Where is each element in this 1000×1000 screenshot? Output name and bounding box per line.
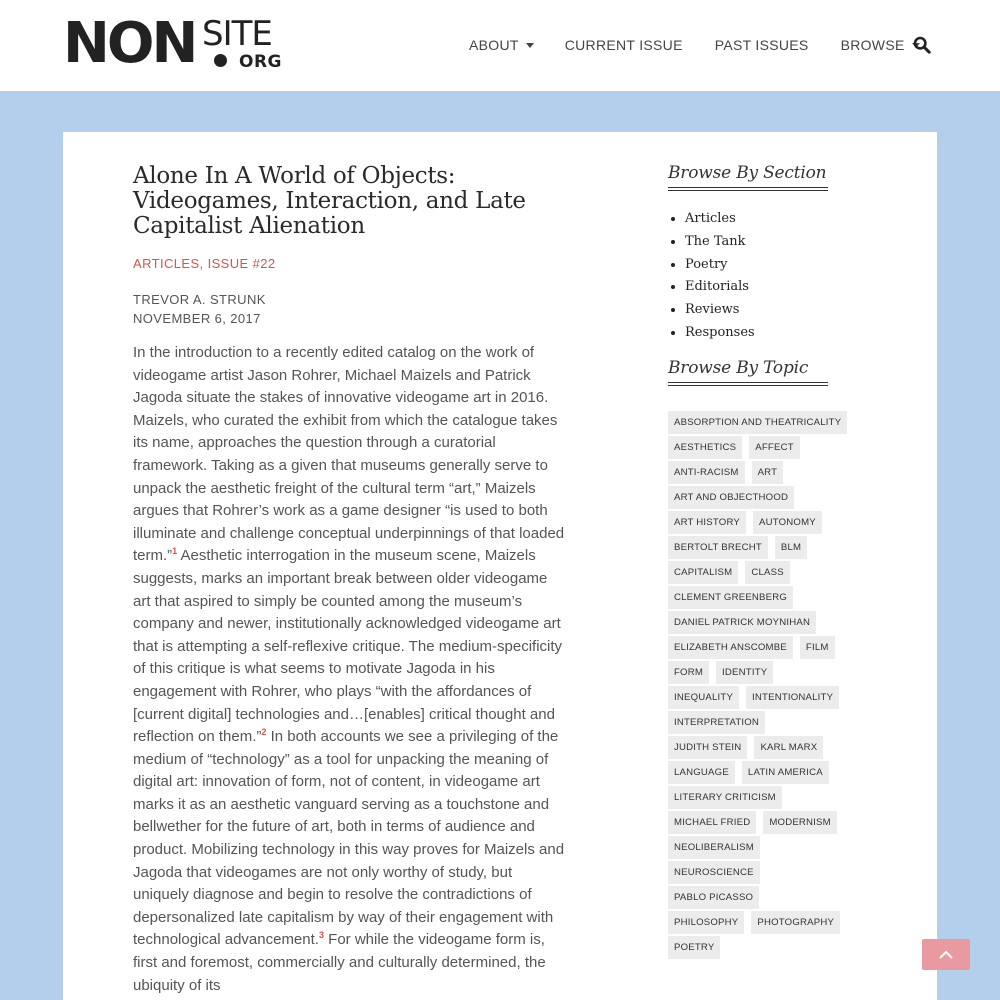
body-part: For while the videogame form is, first and foremost, commercially and culturally determined, the ubiquity of its bbox=[133, 931, 546, 994]
topic-tag[interactable]: INTERPRETATION bbox=[668, 711, 765, 734]
nav-item-about[interactable] bbox=[469, 37, 534, 53]
topic-tag[interactable]: ABSORPTION AND THEATRICALITY bbox=[668, 411, 847, 434]
content-card bbox=[63, 132, 937, 1000]
topic-tag[interactable]: ELIZABETH ANSCOMBE bbox=[668, 636, 793, 659]
caret-down-icon bbox=[526, 43, 534, 48]
topic-tag[interactable]: MICHAEL FRIED bbox=[668, 811, 756, 834]
topic-tag[interactable]: ART AND OBJECTHOOD bbox=[668, 486, 794, 509]
topic-tag[interactable]: INEQUALITY bbox=[668, 686, 739, 709]
topic-tag[interactable]: JUDITH STEIN bbox=[668, 736, 747, 759]
article-categories bbox=[133, 256, 276, 271]
topic-tag[interactable]: ANTI-RACISM bbox=[668, 461, 745, 484]
nav-about-label: ABOUT bbox=[469, 37, 519, 53]
topic-tag[interactable]: AUTONOMY bbox=[753, 511, 822, 534]
topic-tag[interactable]: ART bbox=[752, 461, 784, 484]
site-logo[interactable] bbox=[63, 11, 283, 76]
section-list bbox=[668, 208, 755, 345]
section-link-item[interactable]: • The Tank bbox=[685, 231, 755, 254]
topic-tag[interactable]: CLEMENT GREENBERG bbox=[668, 586, 793, 609]
section-link-item[interactable]: • Editorials bbox=[685, 276, 755, 299]
topic-tag[interactable]: LITERARY CRITICISM bbox=[668, 786, 782, 809]
nav-item-current-issue[interactable] bbox=[565, 37, 683, 53]
topic-tag[interactable]: BLM bbox=[775, 536, 807, 559]
topic-tag[interactable]: PHOTOGRAPHY bbox=[751, 911, 840, 934]
article-date: NOVEMBER 6, 2017 bbox=[133, 311, 261, 326]
footnote-link[interactable]: 1 bbox=[172, 546, 178, 557]
article-author[interactable]: TREVOR A. STRUNK bbox=[133, 292, 266, 307]
nav-current-issue-label: CURRENT ISSUE bbox=[564, 37, 683, 53]
category-separator: , bbox=[199, 256, 208, 271]
topic-tag[interactable]: LANGUAGE bbox=[668, 761, 735, 784]
category-link-articles[interactable]: ARTICLES bbox=[133, 256, 200, 271]
article-body bbox=[133, 342, 565, 997]
article-byline bbox=[133, 290, 266, 328]
topic-tag[interactable]: CAPITALISM bbox=[668, 561, 738, 584]
topic-tag[interactable]: INTENTIONALITY bbox=[746, 686, 839, 709]
logo-dot bbox=[214, 54, 227, 67]
topic-tag-list bbox=[668, 411, 848, 961]
topic-tag[interactable]: MODERNISM bbox=[763, 811, 837, 834]
logo-org-text: ORG bbox=[239, 52, 282, 72]
site-header bbox=[0, 0, 1000, 91]
nav-browse-label: BROWSE bbox=[840, 37, 905, 53]
topic-tag[interactable]: IDENTITY bbox=[716, 661, 773, 684]
footnote-link[interactable]: 2 bbox=[261, 727, 267, 738]
main-nav bbox=[469, 36, 920, 54]
chevron-up-icon bbox=[938, 949, 954, 960]
browse-by-topic-title: Browse By Topic bbox=[668, 357, 828, 386]
topic-tag[interactable]: LATIN AMERICA bbox=[742, 761, 829, 784]
topic-tag[interactable]: PHILOSOPHY bbox=[668, 911, 744, 934]
topic-tag[interactable]: DANIEL PATRICK MOYNIHAN bbox=[668, 611, 816, 634]
footnote-link[interactable]: 3 bbox=[318, 930, 324, 941]
category-link-issue[interactable]: ISSUE #22 bbox=[207, 256, 276, 271]
topic-tag[interactable]: AFFECT bbox=[749, 436, 800, 459]
section-link-item[interactable]: • Responses bbox=[685, 322, 755, 345]
topic-tag[interactable]: CLASS bbox=[745, 561, 789, 584]
section-link-item[interactable]: • Poetry bbox=[685, 254, 755, 277]
topic-tag[interactable]: FILM bbox=[800, 636, 835, 659]
topic-tag[interactable]: FORM bbox=[668, 661, 709, 684]
scroll-to-top-button[interactable] bbox=[922, 939, 970, 970]
article-title: Alone In A World of Objects: Videogames, Interaction, and Late Capitalist Alienation bbox=[133, 163, 526, 239]
topic-tag[interactable]: BERTOLT BRECHT bbox=[668, 536, 768, 559]
topic-tag[interactable]: PABLO PICASSO bbox=[668, 886, 759, 909]
section-link-item[interactable]: • Reviews bbox=[685, 299, 755, 322]
body-part: Aesthetic interrogation in the museum scene, Maizels suggests, marks an important break between older videogame art that aspired to simply be counted among the museum’s company and newer, institutionally acknowledged videogame art that is attempting a self-reflexive critique. The medium-specificity of this critique is what seems to motivate Jagoda in his engagement with Rohrer, who plays “with the affordances of [current digital] technologies and…[enables] critical thought and reflection on them.” bbox=[133, 547, 563, 746]
nav-past-issues-label: PAST ISSUES bbox=[714, 37, 809, 53]
topic-tag[interactable]: POETRY bbox=[668, 936, 720, 959]
search-icon[interactable] bbox=[913, 36, 931, 54]
nav-item-past-issues[interactable] bbox=[715, 37, 809, 53]
topic-tag[interactable]: NEOLIBERALISM bbox=[668, 836, 760, 859]
section-link-item[interactable]: • Articles bbox=[685, 208, 755, 231]
browse-by-section-title: Browse By Section bbox=[668, 162, 828, 191]
topic-tag[interactable]: AESTHETICS bbox=[668, 436, 742, 459]
nav-item-browse[interactable] bbox=[841, 37, 920, 53]
body-part: In both accounts we see a privileging of the medium of “technology” as a tool for unpacking the meaning of digital art: innovation of form, not of content, in videogame art marks it as an aesthetic vanguard serving as a touchstone and bellwether for the future of art, both in terms of audience and product. Mobilizing technology in this way proves for Maizels and Jagoda that videogames are not only worthy of study, but uniquely diagnose and begin to resolve the contradictions of depersonalized late capitalism by way of their engagement with technological advancement. bbox=[133, 728, 565, 949]
body-part: In the introduction to a recently edited catalog on the work of videogame artist Jason Rohrer, Michael Maizels and Patrick Jagoda situate the stakes of innovative videogame art in 2016. Maizels, who curated the exhibit from which the catalogue takes its name, approaches the question through a curatorial framework. Taking as a given that museums generally serve to unpack the aesthetic freight of the cultural term “art,” Maizels argues that Rohrer’s work as a game designer “is used to both illuminate and challenge conceptual underpinnings of that loaded term.” bbox=[133, 344, 565, 565]
topic-tag[interactable]: NEUROSCIENCE bbox=[668, 861, 760, 884]
topic-tag[interactable]: ART HISTORY bbox=[668, 511, 746, 534]
logo-non-text: NON bbox=[63, 11, 196, 76]
topic-tag[interactable]: KARL MARX bbox=[754, 736, 823, 759]
logo-site-text: SITE bbox=[202, 14, 272, 54]
